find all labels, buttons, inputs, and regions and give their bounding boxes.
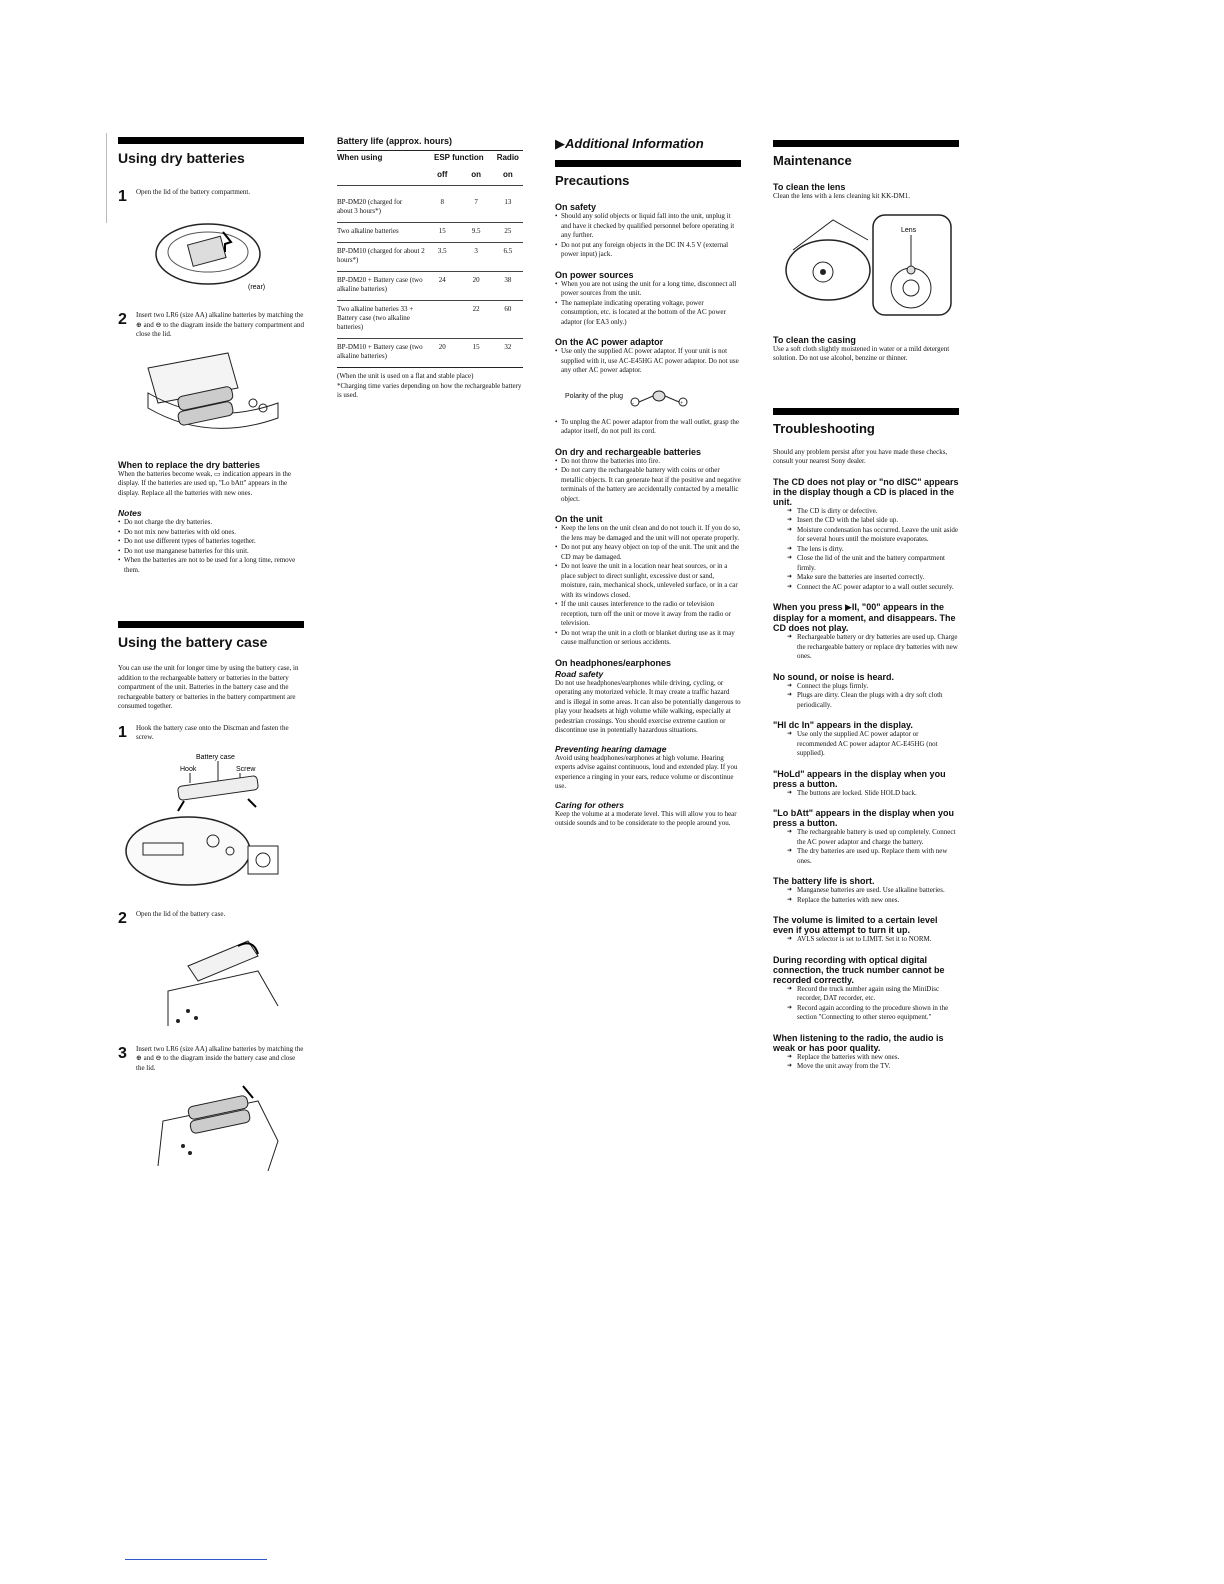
footer-underline [125, 1559, 267, 1560]
when-replace-title: When to replace the dry batteries [118, 459, 261, 470]
label-screw: Screw [236, 765, 256, 773]
list-item: ➜ Close the lid of the unit and the battery compartment firmly. [787, 554, 959, 573]
list-item: • To unplug the AC power adaptor from the wall outlet, grasp the adaptor itself, do not pull its cord. [555, 418, 741, 437]
plug-polarity-icon [623, 384, 693, 410]
column-precautions [555, 0, 741, 829]
header-on: on [471, 170, 481, 179]
battery-insert-illustration [138, 348, 288, 443]
ac-title: On the AC power adaptor [555, 337, 664, 347]
section-bar [773, 408, 959, 415]
list-item: ➜ Record the truck number again using the MiniDisc recorder, DAT recorder, etc. [787, 985, 959, 1004]
step-text: Insert two LR6 (size AA) alkaline batteries by matching the ⊕ and ⊖ to the diagram inside the battery case and close the lid. [136, 1044, 304, 1072]
header-when-using: When using [337, 153, 383, 162]
trouble-question: "HoLd" appears in the display when you press a button. [773, 768, 946, 789]
list-item: • Do not carry the rechargeable battery with coins or other metallic objects. It can generate heat if the positive and negative terminals of the battery are accidentally contacted by a metallic object. [555, 466, 741, 504]
headphones-title: On headphones/earphones [555, 657, 672, 668]
hearing-title: Preventing hearing damage [555, 743, 667, 754]
list-item: ➜ Moisture condensation has occurred. Leave the unit aside for several hours until the moisture evaporates. [787, 526, 959, 545]
list-item: • Use only the supplied AC power adaptor. If your unit is not supplied with it, use AC-E45HG AC power adaptor. Do not use any other AC power adaptor. [555, 347, 741, 376]
trouble-question: "HI dc In" appears in the display. [773, 720, 913, 730]
list-item: ➜ Connect the AC power adaptor to a wall outlet securely. [787, 583, 959, 593]
list-item: • Should any solid objects or liquid fall into the unit, unplug it and have it checked by qualified personnel before operating it any further. [555, 212, 741, 241]
table-row: BP-DM10 (charged for about 2 hours*) 3.5 3 6.5 [337, 243, 523, 272]
troubleshooting-intro: Should any problem persist after you have made these checks, consult your nearest Sony dealer. [773, 447, 948, 465]
table-row: Two alkaline batteries 33 + Battery case (two alkaline batteries) 22 60 [337, 301, 523, 339]
list-item: • Do not wrap the unit in a cloth or blanket during use as it may cause malfunction or serious accidents. [555, 629, 741, 648]
list-item: ➜ The dry batteries are used up. Replace them with new ones. [787, 847, 959, 866]
others-text: Keep the volume at a moderate level. This will allow you to hear outside sounds and to be considerate to the people around you. [555, 809, 737, 827]
clean-casing-title: To clean the casing [773, 334, 856, 345]
list-item: • Keep the lens on the unit clean and do not touch it. If you do so, the lens may be damaged and the unit will not operate properly. [555, 524, 741, 543]
lens-label: Lens [901, 226, 917, 234]
trouble-question: During recording with optical digital connection, the truck number cannot be recorded correctly. [773, 954, 945, 985]
unit-list [555, 524, 741, 648]
battery-case-hook-illustration [118, 751, 288, 901]
list-item: ➜ Replace the batteries with new ones. [787, 1053, 959, 1063]
notes-title: Notes [118, 508, 142, 518]
ac-list-2 [555, 418, 741, 437]
step-number: 3 [118, 1044, 127, 1062]
list-item: • Do not put any foreign objects in the DC IN 4.5 V (external power input) jack. [555, 241, 741, 260]
dry-rechargeable-title: On dry and rechargeable batteries [555, 446, 702, 457]
label-battery-case: Battery case [196, 753, 235, 761]
list-item: ➜ Make sure the batteries are inserted correctly. [787, 573, 959, 583]
list-item: ➜ Insert the CD with the label side up. [787, 516, 959, 526]
road-safety-title: Road safety [555, 668, 604, 679]
section-bar [555, 160, 741, 167]
list-item: ➜ Connect the plugs firmly. [787, 682, 959, 692]
safety-title: On safety [555, 202, 597, 212]
header-radio: Radio [496, 153, 519, 162]
list-item: ➜ AVLS selector is set to LIMIT. Set it to NORM. [787, 935, 959, 945]
svg-text:-: - [631, 400, 634, 407]
dry-rechargeable-list [555, 457, 741, 505]
section-title-troubleshooting: Troubleshooting [773, 420, 875, 436]
notes-list [118, 518, 304, 575]
step-number: 1 [118, 723, 127, 741]
column-battery-life [337, 0, 527, 401]
list-item: • Do not leave the unit in a location near heat sources, or in a place subject to direct sunlight, excessive dust or sand, moisture, rain, mechanical shock, unleveled surface, or in a car with its windows closed. [555, 562, 741, 600]
trouble-question: When you press ▶II, "00" appears in the display for a moment, and disappears. The CD does not play. [773, 602, 956, 633]
margin-rule [106, 133, 107, 223]
open-case-lid-illustration [148, 936, 288, 1036]
section-title-dry-batteries: Using dry batteries [118, 150, 245, 166]
ac-list [555, 347, 741, 376]
step-number: 1 [118, 188, 127, 205]
trouble-question: The battery life is short. [773, 876, 875, 886]
list-item: • The nameplate indicating operating voltage, power consumption, etc. is located at the bottom of the AC power adaptor (for EA3 only.) [555, 299, 741, 328]
step-1 [118, 724, 304, 743]
power-list [555, 280, 741, 328]
trouble-answers [787, 633, 959, 662]
rule [337, 367, 523, 368]
section-title-precautions: Precautions [555, 173, 630, 188]
footnote-charging: *Charging time varies depending on how the rechargeable battery is used. [337, 381, 522, 399]
lens-cleaning-illustration [773, 210, 953, 320]
polarity-label: Polarity of the plug [565, 393, 623, 400]
list-item: ➜ Replace the batteries with new ones. [787, 896, 959, 906]
list-item: ➜ Plugs are dirty. Clean the plugs with a dry soft cloth periodically. [787, 691, 959, 710]
header-off: off [437, 170, 448, 179]
list-item: • Do not charge the dry batteries. [118, 518, 304, 528]
list-item: • Do not throw the batteries into fire. [555, 457, 741, 467]
fig-caption-rear: (rear) [248, 284, 266, 291]
step-2 [118, 910, 304, 928]
list-item: • Do not put any heavy object on top of the unit. The unit and the CD may be damaged. [555, 543, 741, 562]
table-row: BP-DM20 (charged for about 3 hours*) 8 7 13 [337, 186, 523, 223]
table-row: BP-DM10 + Battery case (two alkaline batteries) 20 15 32 [337, 339, 523, 368]
step-text: Insert two LR6 (size AA) alkaline batteries by matching the ⊕ and ⊖ to the diagram inside the battery compartment and close the lid. [136, 311, 305, 338]
list-item: ➜ The CD is dirty or defective. [787, 507, 959, 517]
trouble-answers [787, 789, 959, 799]
step-1 [118, 188, 304, 206]
clean-lens-title: To clean the lens [773, 182, 846, 192]
trouble-answers [787, 985, 959, 1023]
svg-text:+: + [679, 400, 684, 407]
battery-case-intro: You can use the unit for longer time by using the battery case, in addition to the rechargeable battery or batteries in the battery compartment of the unit. Batteries in the battery case and the rechargeable battery or batteries in the battery compartment are consumed together. [118, 664, 299, 710]
list-item: ➜ Rechargeable battery or dry batteries are used up. Charge the rechargeable battery or replace dry batteries with new ones. [787, 633, 959, 662]
trouble-answers [787, 682, 959, 711]
trouble-answers [787, 828, 959, 866]
trouble-question: No sound, or noise is heard. [773, 671, 895, 682]
trouble-question: "Lo bAtt" appears in the display when you press a button. [773, 808, 955, 828]
step-text: Hook the battery case onto the Discman and fasten the screw. [136, 723, 289, 741]
footnote-flat: (When the unit is used on a flat and stable place) [337, 372, 474, 380]
polarity-figure [565, 384, 741, 410]
section-bar [773, 140, 959, 147]
additional-info-heading: ▶Additional Information [555, 136, 704, 151]
clean-casing-text: Use a soft cloth slightly moistened in water or a mild detergent solution. Do not use alcohol, benzine or thinner. [773, 344, 950, 362]
battery-life-table [337, 151, 523, 367]
list-item: • Do not use manganese batteries for this unit. [118, 547, 304, 557]
step-text: Open the lid of the battery case. [136, 909, 226, 918]
step-text: Open the lid of the battery compartment. [136, 188, 251, 196]
unit-title: On the unit [555, 514, 603, 524]
column-batteries [118, 0, 304, 1181]
trouble-answers [787, 1053, 959, 1072]
header-radio-on: on [502, 170, 513, 179]
list-item: ➜ The buttons are locked. Slide HOLD back. [787, 789, 959, 799]
label-hook: Hook [180, 765, 197, 773]
road-safety-text: Do not use headphones/earphones while driving, cycling, or operating any motorized vehicle. It may create a traffic hazard and is illegal in some areas. It can also be potentially dangerous to play your headsets at high volume while walking, especially at pedestrian crossings. You should exercise extreme caution or discontinue use in potentially hazardous situations. [555, 678, 741, 734]
list-item: ➜ The lens is dirty. [787, 545, 959, 555]
list-item: • When the batteries are not to be used for a long time, remove them. [118, 556, 304, 575]
power-title: On power sources [555, 269, 634, 280]
list-item: • If the unit causes interference to the radio or television reception, turn off the unit or move it away from the radio or television. [555, 600, 741, 629]
trouble-question: When listening to the radio, the audio is weak or has poor quality. [773, 1032, 944, 1053]
trouble-question: The volume is limited to a certain level even if you attempt to turn it up. [773, 915, 938, 935]
others-title: Caring for others [555, 799, 624, 810]
insert-case-batteries-illustration [148, 1081, 288, 1176]
list-item: ➜ Record again according to the procedure shown in the section "Connecting to other stereo equipment." [787, 1004, 959, 1023]
table-row: Two alkaline batteries 15 9.5 25 [337, 223, 523, 243]
when-replace-text: When the batteries become weak, ▭ indication appears in the display. If the batteries are used up, "Lo bAtt" appears in the display. Replace all the batteries with new ones. [118, 469, 291, 497]
list-item: ➜ Use only the supplied AC power adaptor or recommended AC power adaptor AC-E45HG (not supplied). [787, 730, 959, 759]
hearing-text: Avoid using headphones/earphones at high volume. Hearing experts advise against continuous, loud and extended play. If you experience a ringing in your ears, reduce volume or discontinue use. [555, 753, 738, 790]
clean-lens-text: Clean the lens with a lens cleaning kit KK-DM1. [773, 192, 911, 200]
table-row: BP-DM20 + Battery case (two alkaline batteries) 24 20 38 [337, 272, 523, 301]
step-number: 2 [118, 909, 127, 927]
trouble-answers [787, 730, 959, 759]
trouble-answers [787, 886, 959, 905]
section-bar [118, 621, 304, 628]
safety-list [555, 212, 741, 260]
list-item: • When you are not using the unit for a long time, disconnect all power sources from the unit. [555, 280, 741, 299]
trouble-answers [787, 935, 959, 945]
trouble-question: The CD does not play or "no dISC" appears in the display though a CD is placed in the unit. [773, 476, 959, 507]
trouble-answers [787, 507, 959, 593]
battery-lid-illustration [148, 214, 278, 294]
list-item: • Do not use different types of batteries together. [118, 537, 304, 547]
column-maintenance [773, 0, 959, 1072]
section-title-battery-case: Using the battery case [118, 634, 268, 650]
step-2 [118, 311, 304, 340]
list-item: ➜ The rechargeable battery is used up completely. Connect the AC power adaptor and charge the battery. [787, 828, 959, 847]
list-item: ➜ Manganese batteries are used. Use alkaline batteries. [787, 886, 959, 896]
list-item: • Do not mix new batteries with old ones. [118, 528, 304, 538]
table-title: Battery life (approx. hours) [337, 136, 453, 146]
section-bar [118, 137, 304, 144]
step-number: 2 [118, 311, 127, 328]
step-3 [118, 1045, 304, 1074]
header-esp: ESP function [434, 153, 484, 162]
list-item: ➜ Move the unit away from the TV. [787, 1062, 959, 1072]
section-title-maintenance: Maintenance [773, 153, 852, 168]
